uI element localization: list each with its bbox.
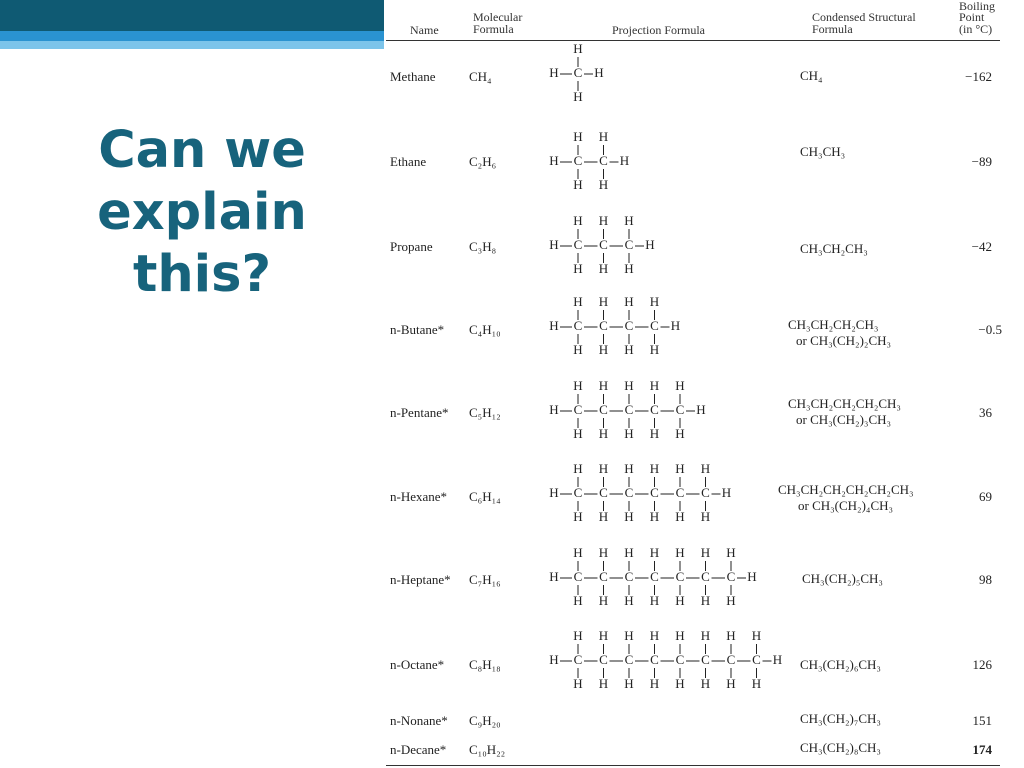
header-name: Name xyxy=(410,23,439,37)
hydrogen-atom: H xyxy=(573,460,583,476)
hydrogen-atom: H xyxy=(649,544,660,560)
row-condensed: CH₄ xyxy=(800,68,823,83)
hydrogen-atom: H xyxy=(573,425,583,441)
hydrogen-atom: H xyxy=(675,627,685,643)
row-boiling: 174 xyxy=(972,742,992,757)
hydrogen-atom: H xyxy=(598,544,609,560)
hydrogen-atom: H xyxy=(649,592,660,608)
row-boiling: −42 xyxy=(971,239,992,254)
hydrogen-atom: H xyxy=(594,64,604,80)
row-condensed-alt: or CH₃(CH₂)₂CH₃ xyxy=(796,333,892,348)
hydrogen-atom: H xyxy=(573,88,583,104)
hydrogen-atom: H xyxy=(549,236,559,252)
hydrogen-atom: H xyxy=(573,675,583,691)
row-formula: C₁₀H₂₂ xyxy=(469,742,506,757)
hydrogen-atom: H xyxy=(598,128,609,144)
carbon-atom: C xyxy=(624,484,634,500)
row-name: n-Decane* xyxy=(390,742,447,757)
hydrogen-atom: H xyxy=(649,508,660,524)
hydrogen-atom: H xyxy=(721,484,732,500)
row-condensed: CH₃CH₃ xyxy=(800,144,846,159)
hydrogen-atom: H xyxy=(549,651,559,667)
hydrogen-atom: H xyxy=(675,592,685,608)
carbon-atom: C xyxy=(599,152,608,168)
row-name: n-Octane* xyxy=(390,657,445,672)
header-boiling-3: (in °C) xyxy=(959,22,993,36)
hydrogen-atom: H xyxy=(675,508,685,524)
carbon-atom: C xyxy=(675,401,685,417)
carbon-atom: C xyxy=(573,236,583,252)
hydrogen-atom: H xyxy=(598,176,609,192)
carbon-atom: C xyxy=(573,568,583,584)
hydrogen-atom: H xyxy=(598,627,609,643)
hydrogen-atom: H xyxy=(573,212,583,228)
row-formula: C₃H₈ xyxy=(469,239,497,254)
hydrogen-atom: H xyxy=(598,460,609,476)
carbon-atom: C xyxy=(650,484,659,500)
hydrogen-atom: H xyxy=(624,544,634,560)
hydrogen-atom: H xyxy=(726,592,736,608)
hydrogen-atom: H xyxy=(700,460,711,476)
hydrogen-atom: H xyxy=(675,544,685,560)
row-condensed: CH₃CH₂CH₃ xyxy=(800,241,868,256)
row-condensed: CH₃(CH₂)₈CH₃ xyxy=(800,740,881,755)
carbon-atom: C xyxy=(650,651,659,667)
hydrogen-atom: H xyxy=(573,377,583,393)
carbon-atom: C xyxy=(599,568,608,584)
hydrogen-atom: H xyxy=(598,508,609,524)
carbon-atom: C xyxy=(599,651,608,667)
row-condensed: CH₃(CH₂)₇CH₃ xyxy=(800,711,881,726)
row-condensed-alt: or CH₃(CH₂)₃CH₃ xyxy=(796,412,892,427)
carbon-atom: C xyxy=(624,401,634,417)
hydrogen-atom: H xyxy=(700,675,711,691)
carbon-atom: C xyxy=(573,401,583,417)
hydrogen-atom: H xyxy=(573,341,583,357)
slide-title-line: Can we xyxy=(98,121,306,180)
header-molecular-2: Formula xyxy=(473,22,514,36)
hydrogen-atom: H xyxy=(619,152,630,168)
hydrogen-atom: H xyxy=(624,212,634,228)
row-boiling: 126 xyxy=(972,657,992,672)
carbon-atom: C xyxy=(701,568,710,584)
hydrogen-atom: H xyxy=(772,651,783,667)
hydrogen-atom: H xyxy=(624,377,634,393)
row-condensed: CH₃CH₂CH₂CH₂CH₂CH₃ xyxy=(778,482,914,497)
hydrogen-atom: H xyxy=(649,341,660,357)
row-formula: C₅H₁₂ xyxy=(469,405,501,420)
carbon-atom: C xyxy=(599,401,608,417)
hydrogen-atom: H xyxy=(573,293,583,309)
header-condensed-1: Condensed Structural xyxy=(812,10,916,24)
carbon-atom: C xyxy=(650,401,659,417)
carbon-atom: C xyxy=(573,317,583,333)
hydrogen-atom: H xyxy=(573,544,583,560)
row-name: Ethane xyxy=(390,154,427,169)
row-name: n-Heptane* xyxy=(390,572,451,587)
slide-title-line: this? xyxy=(132,245,272,304)
hydrogen-atom: H xyxy=(649,293,660,309)
hydrogen-atom: H xyxy=(696,401,706,417)
header-condensed-2: Formula xyxy=(812,22,853,36)
carbon-atom: C xyxy=(624,568,634,584)
carbon-atom: C xyxy=(752,651,761,667)
row-boiling: 151 xyxy=(972,713,992,728)
carbon-atom: C xyxy=(726,568,736,584)
hydrogen-atom: H xyxy=(598,675,609,691)
row-boiling: 36 xyxy=(979,405,992,420)
hydrogen-atom: H xyxy=(624,341,634,357)
carbon-atom: C xyxy=(624,236,634,252)
hydrogen-atom: H xyxy=(675,460,685,476)
hydrogen-atom: H xyxy=(624,293,634,309)
hydrogen-atom: H xyxy=(624,627,634,643)
header-projection: Projection Formula xyxy=(612,23,705,37)
hydrogen-atom: H xyxy=(624,508,634,524)
hydrogen-atom: H xyxy=(726,627,736,643)
hydrogen-atom: H xyxy=(700,592,711,608)
carbon-atom: C xyxy=(675,568,685,584)
hydrogen-atom: H xyxy=(573,40,583,56)
row-name: n-Nonane* xyxy=(390,713,448,728)
hydrogen-atom: H xyxy=(598,212,609,228)
hydrogen-atom: H xyxy=(751,627,762,643)
carbon-atom: C xyxy=(573,484,583,500)
carbon-atom: C xyxy=(599,484,608,500)
row-formula: C₈H₁₈ xyxy=(469,657,501,672)
carbon-atom: C xyxy=(650,317,659,333)
hydrogen-atom: H xyxy=(747,568,757,584)
hydrogen-atom: H xyxy=(726,675,736,691)
carbon-atom: C xyxy=(624,317,634,333)
row-condensed: CH₃CH₂CH₂CH₃ xyxy=(788,317,879,332)
hydrogen-atom: H xyxy=(598,592,609,608)
row-boiling: −162 xyxy=(965,69,992,84)
hydrogen-atom: H xyxy=(573,508,583,524)
hydrogen-atom: H xyxy=(549,484,559,500)
hydrogen-atom: H xyxy=(598,293,609,309)
carbon-atom: C xyxy=(726,651,736,667)
hydrogen-atom: H xyxy=(649,425,660,441)
row-formula: C₆H₁₄ xyxy=(469,489,501,504)
hydrogen-atom: H xyxy=(549,64,559,80)
hydrogen-atom: H xyxy=(649,675,660,691)
row-condensed: CH₃CH₂CH₂CH₂CH₃ xyxy=(788,396,901,411)
hydrogen-atom: H xyxy=(675,675,685,691)
hydrogen-atom: H xyxy=(598,425,609,441)
row-condensed: CH₃(CH₂)₆CH₃ xyxy=(800,657,881,672)
hydrogen-atom: H xyxy=(598,377,609,393)
carbon-atom: C xyxy=(599,317,608,333)
hydrogen-atom: H xyxy=(624,675,634,691)
row-formula: CH₄ xyxy=(469,69,492,84)
header-boiling-2: Point xyxy=(959,10,985,24)
hydrogen-atom: H xyxy=(549,568,559,584)
carbon-atom: C xyxy=(650,568,659,584)
hydrogen-atom: H xyxy=(751,675,762,691)
row-name: n-Pentane* xyxy=(390,405,449,420)
carbon-atom: C xyxy=(701,484,710,500)
hydrogen-atom: H xyxy=(624,260,634,276)
header-boiling-1: Boiling xyxy=(959,0,996,13)
row-name: Propane xyxy=(390,239,433,254)
hydrogen-atom: H xyxy=(549,401,559,417)
hydrogen-atom: H xyxy=(649,377,660,393)
hydrogen-atom: H xyxy=(624,425,634,441)
header-molecular-1: Molecular xyxy=(473,10,523,24)
slide-title-line: explain xyxy=(97,183,307,242)
row-name: n-Hexane* xyxy=(390,489,448,504)
row-boiling: −0.5 xyxy=(978,322,1002,337)
carbon-atom: C xyxy=(599,236,608,252)
hydrogen-atom: H xyxy=(549,152,559,168)
hydrogen-atom: H xyxy=(675,425,685,441)
hydrogen-atom: H xyxy=(573,592,583,608)
row-formula: C₇H₁₆ xyxy=(469,572,501,587)
hydrogen-atom: H xyxy=(649,627,660,643)
carbon-atom: C xyxy=(701,651,710,667)
hydrogen-atom: H xyxy=(573,260,583,276)
row-formula: C₄H₁₀ xyxy=(469,322,501,337)
row-condensed-alt: or CH₃(CH₂)₄CH₃ xyxy=(798,498,894,513)
hydrogen-atom: H xyxy=(573,176,583,192)
hydrogen-atom: H xyxy=(598,341,609,357)
row-formula: C₂H₆ xyxy=(469,154,497,169)
hydrogen-atom: H xyxy=(670,317,681,333)
row-boiling: 69 xyxy=(979,489,992,504)
carbon-atom: C xyxy=(573,64,583,80)
row-formula: C₉H₂₀ xyxy=(469,713,501,728)
carbon-atom: C xyxy=(573,651,583,667)
row-boiling: −89 xyxy=(971,154,992,169)
hydrogen-atom: H xyxy=(726,544,736,560)
hydrogen-atom: H xyxy=(645,236,655,252)
hydrogen-atom: H xyxy=(624,592,634,608)
hydrogen-atom: H xyxy=(675,377,685,393)
row-name: n-Butane* xyxy=(390,322,445,337)
row-boiling: 98 xyxy=(979,572,992,587)
hydrogen-atom: H xyxy=(649,460,660,476)
hydrogen-atom: H xyxy=(549,317,559,333)
row-condensed: CH₃(CH₂)₅CH₃ xyxy=(802,571,883,586)
carbon-atom: C xyxy=(573,152,583,168)
carbon-atom: C xyxy=(675,651,685,667)
hydrogen-atom: H xyxy=(573,627,583,643)
hydrogen-atom: H xyxy=(624,460,634,476)
row-name: Methane xyxy=(390,69,436,84)
hydrogen-atom: H xyxy=(598,260,609,276)
hydrogen-atom: H xyxy=(700,627,711,643)
hydrogen-atom: H xyxy=(700,544,711,560)
hydrogen-atom: H xyxy=(573,128,583,144)
carbon-atom: C xyxy=(675,484,685,500)
hydrogen-atom: H xyxy=(700,508,711,524)
carbon-atom: C xyxy=(624,651,634,667)
